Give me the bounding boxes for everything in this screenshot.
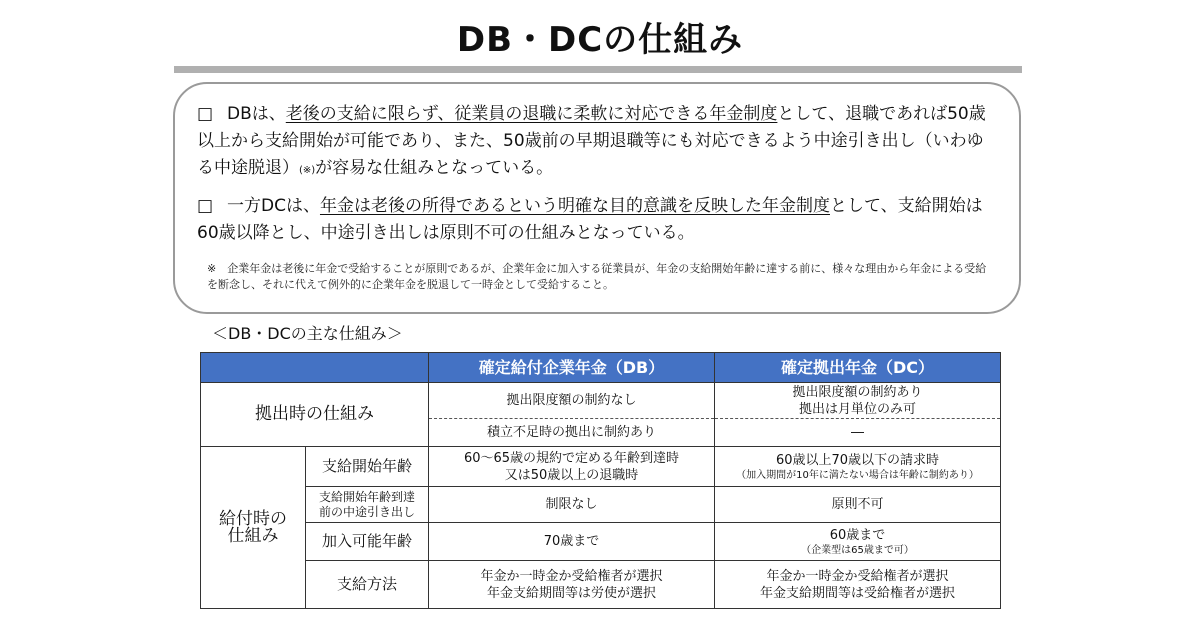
method-db <box>429 561 715 609</box>
contribution-dc-2: ― <box>715 419 1001 447</box>
summary-db-body: として、退職であれば50歳以上から支給開始が可能であり、また、50歳前の早期退職等にも対応できるよう中途引き出し（いわゆる中途脱退） <box>197 104 986 178</box>
method-db-line2: 年金支給期間等は労使が選択 <box>486 585 656 601</box>
benefit-label-line1: 給付時の <box>219 508 287 529</box>
contribution-db-2: 積立不足時の拠出に制約あり <box>429 419 715 447</box>
start-age-label: 支給開始年齢 <box>306 447 429 487</box>
contribution-dc-1-line2: 拠出は月単位のみ可 <box>798 401 916 417</box>
summary-dc-lead: 一方DCは、 <box>227 196 320 216</box>
contribution-label: 拠出時の仕組み <box>201 383 429 447</box>
early-withdraw-label <box>306 487 429 523</box>
summary-box <box>173 82 1021 314</box>
table-header-row <box>201 353 1001 383</box>
method-dc-line1: 年金か一時金か受給権者が選択 <box>766 568 949 584</box>
join-age-dc-note: （企業型は65歳まで可） <box>801 544 914 556</box>
contribution-dc-1 <box>715 383 1001 419</box>
note-mark: (※) <box>299 165 316 176</box>
page-title: DB・DCの仕組み <box>456 20 744 60</box>
join-age-label: 加入可能年齢 <box>306 523 429 561</box>
contribution-db-1: 拠出限度額の制約なし <box>429 383 715 419</box>
table-row <box>201 383 1001 419</box>
early-withdraw-db: 制限なし <box>429 487 715 523</box>
join-age-dc-line1: 60歳まで <box>829 527 886 543</box>
summary-db-underlined: 老後の支給に限らず、従業員の退職に柔軟に対応できる年金制度 <box>285 104 778 124</box>
checkbox-bullet: □ <box>197 104 214 124</box>
start-age-db-line1: 60～65歳の規約で定める年齢到達時 <box>463 450 680 466</box>
summary-db-lead: DBは、 <box>227 104 286 124</box>
table-row <box>201 561 1001 609</box>
method-label: 支給方法 <box>306 561 429 609</box>
summary-dc-underlined: 年金は老後の所得であるという明確な目的意識を反映した年金制度 <box>319 196 830 216</box>
checkbox-bullet: □ <box>197 196 214 216</box>
footnote: ※ 企業年金は老後に年金で受給することが原則であるが、企業年金に加入する従業員が、年金の支給開始年齢に達する前に、様々な理由から年金による受給を断念し、それに代えて例外的に企業年金を脱退して一時金として受給すること。 <box>207 262 987 291</box>
summary-dc-body: として、支給開始は60歳以降とし、中途引き出しは原則不可の仕組みとなっている。 <box>197 196 983 243</box>
start-age-db-line2: 又は50歳以上の退職時 <box>504 467 639 483</box>
method-dc-line2: 年金支給期間等は受給権者が選択 <box>759 585 955 601</box>
benefit-label-line2: 仕組み <box>227 525 279 546</box>
method-dc <box>715 561 1001 609</box>
method-db-line1: 年金か一時金か受給権者が選択 <box>480 568 663 584</box>
start-age-dc <box>715 447 1001 487</box>
contribution-dc-1-line1: 拠出限度額の制約あり <box>792 384 923 400</box>
summary-paragraph-db <box>197 101 999 184</box>
start-age-dc-note: （加入期間が10年に満たない場合は年齢に制約あり） <box>736 469 979 481</box>
early-withdraw-label-line1: 支給開始年齢到達 <box>318 489 415 504</box>
title-divider <box>174 66 1022 73</box>
table-row <box>201 487 1001 523</box>
join-age-db: 70歳まで <box>429 523 715 561</box>
early-withdraw-label-line2: 前の中途引き出し <box>318 504 415 519</box>
summary-db-tail: が容易な仕組みとなっている。 <box>315 158 554 178</box>
table-row <box>201 523 1001 561</box>
table-caption: ＜DB・DCの主な仕組み＞ <box>212 324 403 343</box>
start-age-dc-line1: 60歳以上70歳以下の請求時 <box>775 452 940 468</box>
join-age-dc <box>715 523 1001 561</box>
table-row <box>201 447 1001 487</box>
header-empty-cell <box>201 353 429 383</box>
early-withdraw-dc: 原則不可 <box>715 487 1001 523</box>
summary-paragraph-dc <box>197 193 999 247</box>
header-db: 確定給付企業年金（DB） <box>429 353 715 383</box>
benefit-label <box>201 447 306 609</box>
comparison-table <box>200 352 1001 609</box>
header-dc: 確定拠出年金（DC） <box>715 353 1001 383</box>
start-age-db <box>429 447 715 487</box>
